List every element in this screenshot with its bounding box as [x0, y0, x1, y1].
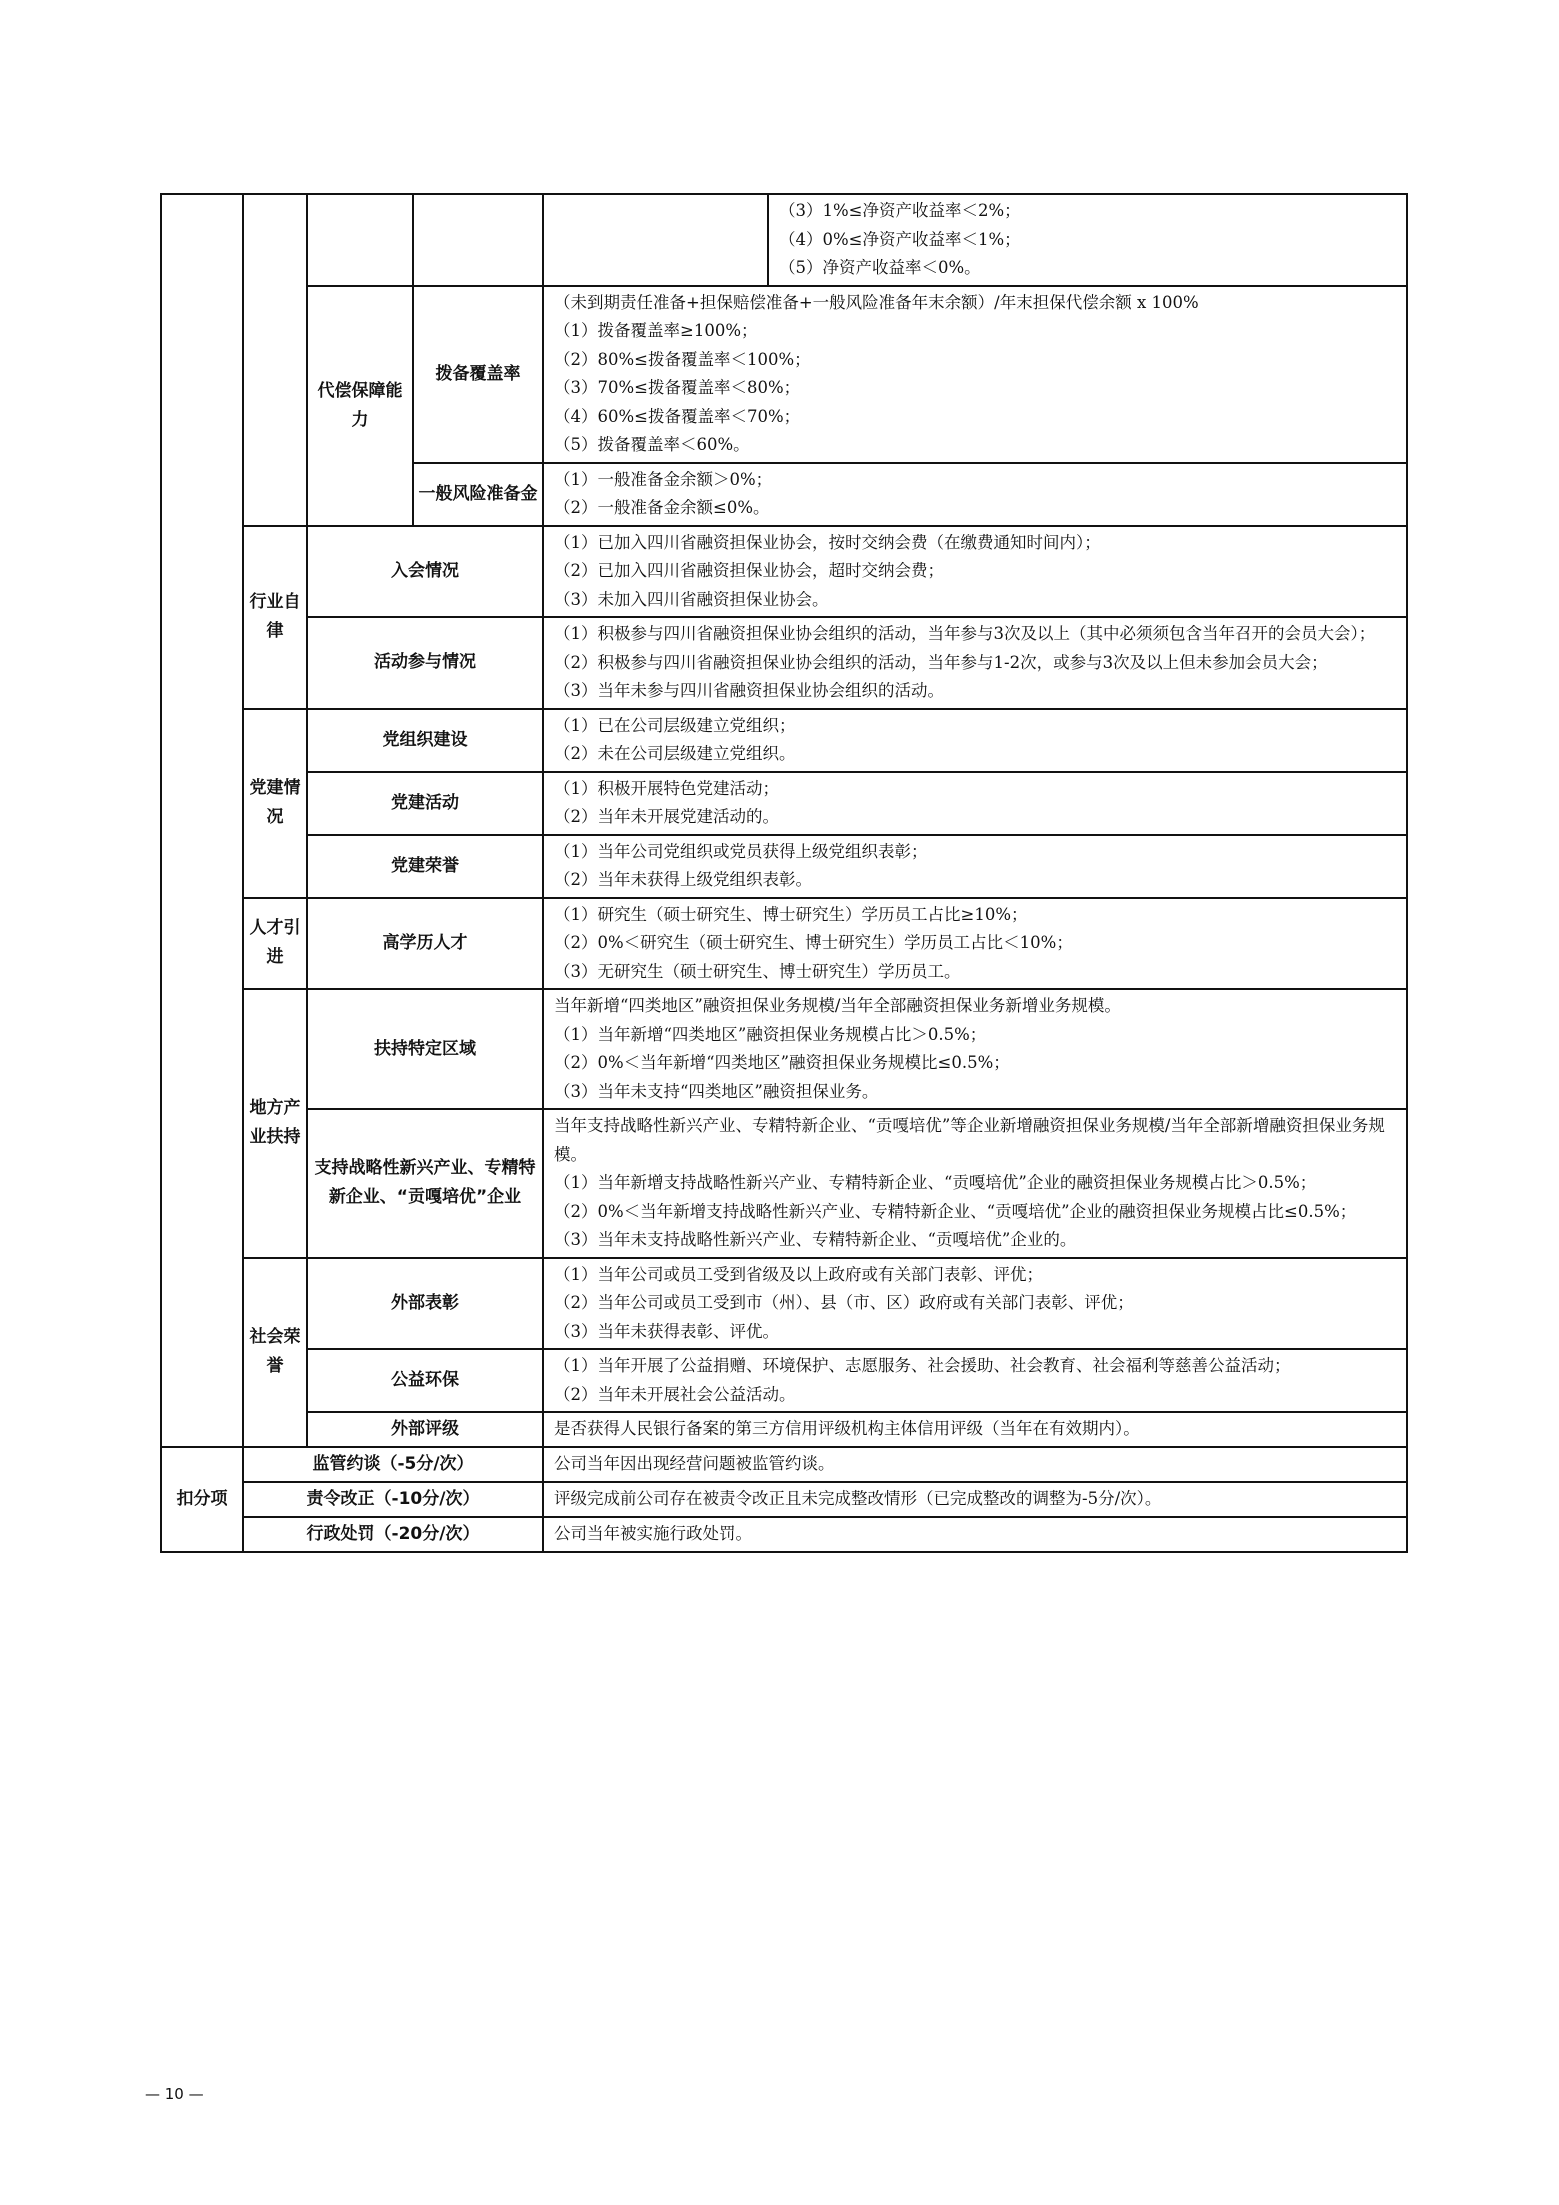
item-cell-blank [543, 194, 768, 286]
criteria-line: （2）0%＜研究生（硕士研究生、博士研究生）学历员工占比＜10%； [554, 933, 1073, 952]
criteria-line: 当年新增“四类地区”融资担保业务规模/当年全部融资担保业务新增业务规模。 [554, 996, 1121, 1015]
table-row [161, 1517, 1407, 1552]
page-number: — 10 — [145, 2085, 204, 2103]
table-row [161, 1349, 1407, 1412]
industry-label: 行业自律 [243, 526, 307, 709]
table-row [161, 194, 1407, 286]
criteria-line: （2）0%＜当年新增“四类地区”融资担保业务规模比≤0.5%； [554, 1053, 1010, 1072]
criteria-line: （1）当年新增“四类地区”融资担保业务规模占比＞0.5%； [554, 1024, 987, 1044]
welfare-label: 公益环保 [307, 1349, 543, 1412]
penalty-label: 行政处罚（-20分/次） [243, 1517, 543, 1552]
talk-label: 监管约谈（-5分/次） [243, 1447, 543, 1482]
criteria-cell [543, 463, 1407, 526]
criteria-line: （1）当年开展了公益捐赠、环境保护、志愿服务、社会援助、社会教育、社会福利等慈善公益活动； [554, 1356, 1291, 1375]
rectify-label: 责令改正（-10分/次） [243, 1482, 543, 1517]
criteria-line: （2）当年公司或员工受到市（州）、县（市、区）政府或有关部门表彰、评优； [554, 1293, 1134, 1312]
criteria-cell [543, 617, 1407, 709]
criteria-line: （3）当年未支持战略性新兴产业、专精特新企业、“贡嘎培优”企业的。 [554, 1230, 1077, 1249]
criteria-cell [543, 1258, 1407, 1350]
criteria-cell [543, 526, 1407, 618]
criteria-line: （2）当年未开展社会公益活动。 [554, 1384, 796, 1404]
criteria-cell [543, 989, 1407, 1109]
criteria-cell [543, 835, 1407, 898]
criteria-cell [543, 898, 1407, 990]
compensation-label: 代偿保障能力 [307, 286, 413, 526]
criteria-line: （5）净资产收益率＜0%。 [779, 258, 981, 277]
criteria-cell [543, 709, 1407, 772]
table-row [161, 1482, 1407, 1517]
category-cell-blank [161, 194, 243, 1447]
criteria-line: 评级完成前公司存在被责令改正且未完成整改情形（已完成整改的调整为-5分/次）。 [554, 1489, 1162, 1509]
criteria-line: （2）一般准备金余额≤0%。 [554, 498, 770, 517]
party-label: 党建情况 [243, 709, 307, 898]
criteria-line: 当年支持战略性新兴产业、专精特新企业、“贡嘎培优”等企业新增融资担保业务规模/当年全部新增融资担保业务规模。 [554, 1116, 1385, 1164]
criteria-line: （1）已加入四川省融资担保业协会，按时交纳会费（在缴费通知时间内）； [554, 532, 1101, 552]
table-row [161, 526, 1407, 618]
criteria-cell [543, 1447, 1407, 1482]
criteria-line: （3）无研究生（硕士研究生、博士研究生）学历员工。 [554, 961, 961, 981]
criteria-line: （1）当年公司党组织或党员获得上级党组织表彰； [554, 841, 928, 861]
activities-label: 活动参与情况 [307, 617, 543, 709]
strategic-label: 支持战略性新兴产业、专精特新企业、“贡嘎培优”企业 [307, 1109, 543, 1258]
table-row [161, 709, 1407, 772]
deduction-label: 扣分项 [161, 1447, 243, 1552]
criteria-line: （2）当年未开展党建活动的。 [554, 807, 779, 826]
evaluation-table [160, 193, 1408, 1553]
table-row [161, 1447, 1407, 1482]
criteria-line: （3）当年未获得表彰、评优。 [554, 1321, 779, 1341]
criteria-line: （1）研究生（硕士研究生、博士研究生）学历员工占比≥10%； [554, 904, 1028, 924]
table-row [161, 898, 1407, 990]
criteria-line: （3）70%≤拨备覆盖率＜80%； [554, 378, 801, 397]
membership-label: 入会情况 [307, 526, 543, 618]
criteria-line: （3）1%≤净资产收益率＜2%； [779, 201, 1021, 220]
criteria-cell [543, 1109, 1407, 1258]
criteria-line: （3）当年未支持“四类地区”融资担保业务。 [554, 1081, 879, 1101]
criteria-line: （2）已加入四川省融资担保业协会，超时交纳会费； [554, 561, 944, 580]
external-label: 外部表彰 [307, 1258, 543, 1350]
table-row [161, 772, 1407, 835]
local-label: 地方产业扶持 [243, 989, 307, 1258]
table-row [161, 835, 1407, 898]
criteria-line: （2）0%＜当年新增支持战略性新兴产业、专精特新企业、“贡嘎培优”企业的融资担保业务规模占比≤0.5%； [554, 1201, 1357, 1221]
item-cell-blank [307, 194, 413, 286]
criteria-line: 公司当年因出现经营问题被监管约谈。 [554, 1454, 835, 1474]
table-row [161, 1412, 1407, 1447]
criteria-line: （1）当年新增支持战略性新兴产业、专精特新企业、“贡嘎培优”企业的融资担保业务规模占比＞0.5%； [554, 1173, 1317, 1192]
party-honor-label: 党建荣誉 [307, 835, 543, 898]
criteria-cell [543, 1349, 1407, 1412]
criteria-cell [543, 1482, 1407, 1517]
item-cell-blank [413, 194, 543, 286]
table-row [161, 989, 1407, 1109]
criteria-line: （4）0%≤净资产收益率＜1%； [779, 229, 1021, 249]
criteria-line: （1）积极开展特色党建活动； [554, 778, 779, 798]
criteria-line: （4）60%≤拨备覆盖率＜70%； [554, 406, 801, 426]
degree-label: 高学历人才 [307, 898, 543, 990]
criteria-line: （1）当年公司或员工受到省级及以上政府或有关部门表彰、评优； [554, 1264, 1043, 1284]
social-label: 社会荣誉 [243, 1258, 307, 1448]
criteria-line: （1）一般准备金余额＞0%； [554, 469, 773, 489]
region-label: 扶持特定区域 [307, 989, 543, 1109]
table-row [161, 1109, 1407, 1258]
criteria-line: （2）积极参与四川省融资担保业协会组织的活动，当年参与1-2次，或参与3次及以上但未参加会员大会； [554, 652, 1328, 672]
criteria-cell [543, 286, 1407, 463]
table-row [161, 617, 1407, 709]
criteria-line: （未到期责任准备+担保赔偿准备+一般风险准备年末余额）/年末担保代偿余额 x 100% [554, 292, 1199, 312]
criteria-line: （1）拨备覆盖率≥100%； [554, 321, 758, 340]
criteria-line: 公司当年被实施行政处罚。 [554, 1524, 752, 1544]
subcategory-cell-blank [243, 194, 307, 526]
party-org-label: 党组织建设 [307, 709, 543, 772]
provision-label: 拨备覆盖率 [413, 286, 543, 463]
criteria-line: （1）已在公司层级建立党组织； [554, 715, 796, 735]
criteria-cell [543, 772, 1407, 835]
criteria-line: （5）拨备覆盖率＜60%。 [554, 435, 750, 454]
talent-label: 人才引进 [243, 898, 307, 990]
rating-label: 外部评级 [307, 1412, 543, 1447]
general-risk-label: 一般风险准备金 [413, 463, 543, 526]
criteria-line: （2）当年未获得上级党组织表彰。 [554, 870, 812, 889]
criteria-line: （2）80%≤拨备覆盖率＜100%； [554, 349, 811, 369]
criteria-line: （1）积极参与四川省融资担保业协会组织的活动，当年参与3次及以上（其中必须须包含当年召开的会员大会）； [554, 624, 1376, 643]
criteria-cell [768, 194, 1407, 286]
table-row [161, 1258, 1407, 1350]
criteria-line: （2）未在公司层级建立党组织。 [554, 744, 796, 763]
criteria-line: 是否获得人民银行备案的第三方信用评级机构主体信用评级（当年在有效期内）。 [554, 1419, 1140, 1439]
criteria-line: （3）当年未参与四川省融资担保业协会组织的活动。 [554, 681, 944, 700]
criteria-line: （3）未加入四川省融资担保业协会。 [554, 589, 829, 609]
table-row [161, 286, 1407, 463]
party-activity-label: 党建活动 [307, 772, 543, 835]
criteria-cell [543, 1517, 1407, 1552]
criteria-cell [543, 1412, 1407, 1447]
